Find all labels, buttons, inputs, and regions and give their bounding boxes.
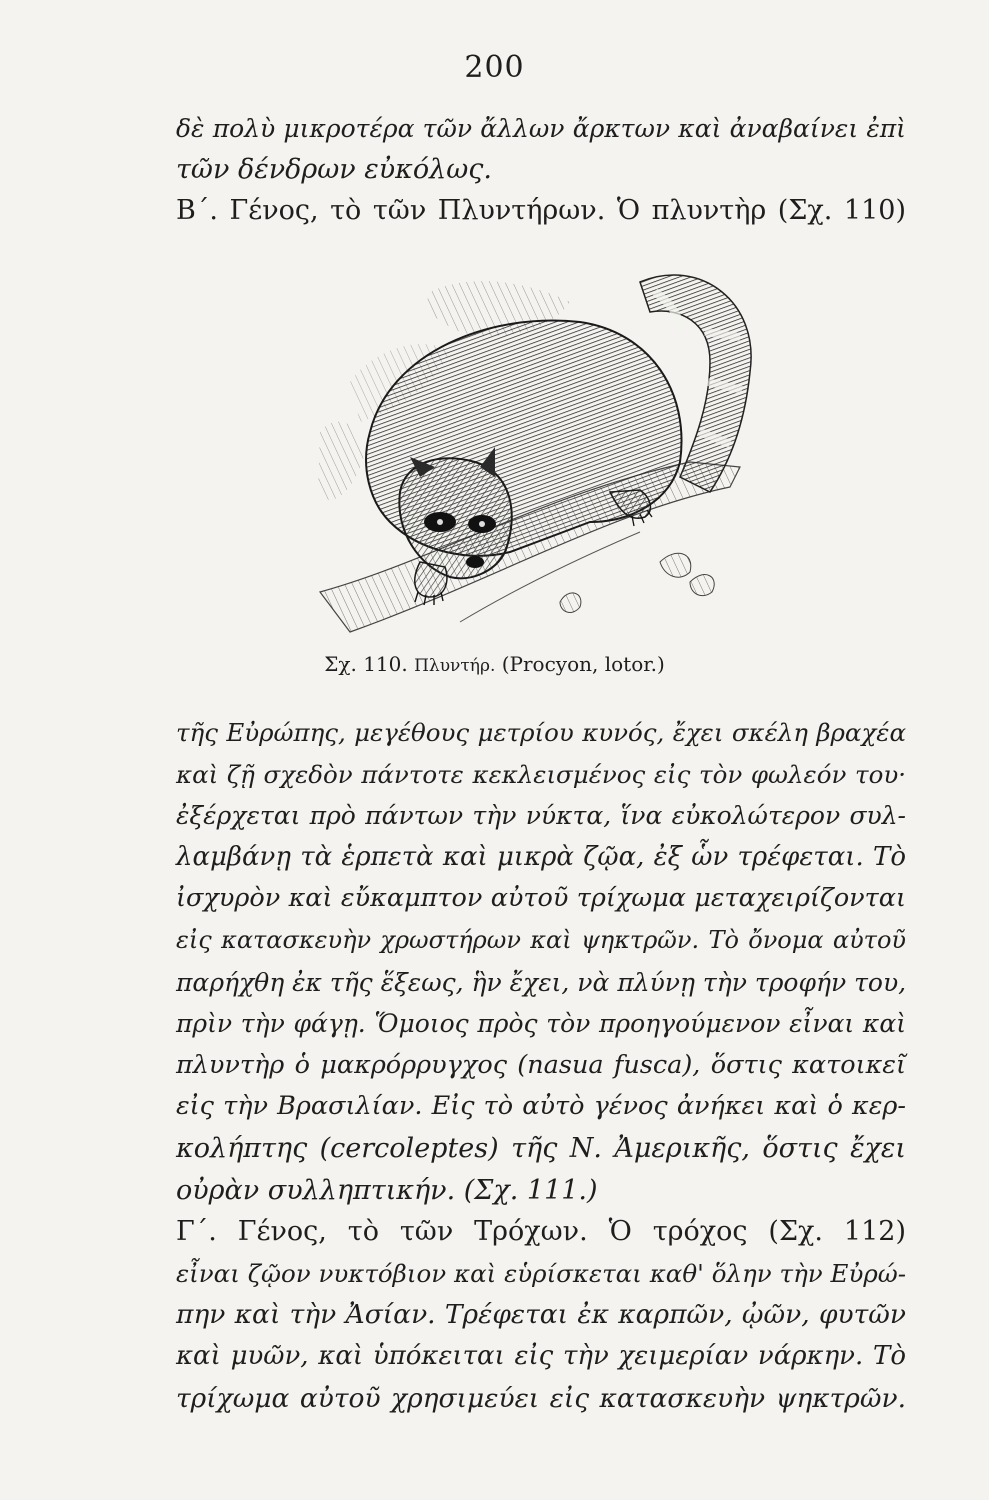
text-line: παρήχθη ἐκ τῆς ἕξεως, ἣν ἔχει, νὰ πλύνῃ τὴν τροφήν του, [176,967,907,997]
caption-figure-number: Σχ. 110. [324,652,408,676]
text-line: πλυντὴρ ὁ μακρόρρυγχος (nasua fusca), ὅστις κατοικεῖ [176,1049,906,1080]
text-line: εἰς κατασκευὴν χρωστήρων καὶ ψηκτρῶν. Τὸ ὄνομα αὐτοῦ [176,925,906,954]
text-line: πρὶν τὴν φάγῃ. Ὅμοιος πρὸς τὸν προηγούμενον εἶναι καὶ [176,1009,906,1039]
caption-greek-name: Πλυντήρ. [414,656,496,676]
text-line: ἰσχυρὸν καὶ εὔκαμπτον αὐτοῦ τρίχωμα μεταχειρίζονται [176,883,906,914]
text-line: εἶναι ζῷον νυκτόβιον καὶ εὑρίσκεται καθ' ὅλην τὴν Εὐρώ- [176,1258,906,1288]
text-line: ἐξέρχεται πρὸ πάντων τὴν νύκτα, ἵνα εὐκολώτερον συλ- [176,801,906,831]
figure-caption [0,652,989,676]
text-line: κολήπτης (cercoleptes) τῆς Ν. Ἀμερικῆς, ὅστις ἔχει [176,1132,906,1164]
caption-latin-name: (Procyon, lotor.) [501,652,665,676]
text-line: τῶν δένδρων εὐκόλως. [176,154,492,185]
text-line: καὶ μυῶν, καὶ ὑπόκειται εἰς τὴν χειμερίαν νάρκην. Τὸ [176,1340,906,1371]
raccoon-illustration [310,262,770,640]
text-line: δὲ πολὺ μικροτέρα τῶν ἄλλων ἄρκτων καὶ ἀναβαίνει ἐπὶ [176,114,906,143]
main-paragraph [176,712,906,1419]
text-line: οὐρὰν συλληπτικήν. (Σχ. 111.) [176,1174,598,1206]
text-line: τῆς Εὐρώπης, μεγέθους μετρίου κυνός, ἔχει σκέλη βραχέα [176,718,906,747]
section-heading-line: Β΄. Γένος, τὸ τῶν Πλυντήρων. Ὁ πλυντὴρ (Σχ. 110) [176,195,906,226]
page-number: 200 [464,50,525,85]
text-line: τρίχωμα αὐτοῦ χρησιμεύει εἰς κατασκευὴν ψηκτρῶν. [176,1382,906,1414]
text-line: λαμβάνῃ τὰ ἑρπετὰ καὶ μικρὰ ζῷα, ἐξ ὧν τρέφεται. Τὸ [176,841,906,872]
text-line: πην καὶ τὴν Ἀσίαν. Τρέφεται ἐκ καρπῶν, ᾠῶν, φυτῶν [176,1299,906,1331]
top-paragraph [176,108,906,231]
text-line: εἰς τὴν Βρασιλίαν. Εἰς τὸ αὐτὸ γένος ἀνήκει καὶ ὁ κερ- [176,1091,906,1122]
section-heading-line: Γ΄. Γένος, τὸ τῶν Τρόχων. Ὁ τρόχος (Σχ. 112) [176,1216,906,1248]
text-line: καὶ ζῇ σχεδὸν πάντοτε κεκλεισμένος εἰς τὸν φωλεόν του· [176,759,906,789]
